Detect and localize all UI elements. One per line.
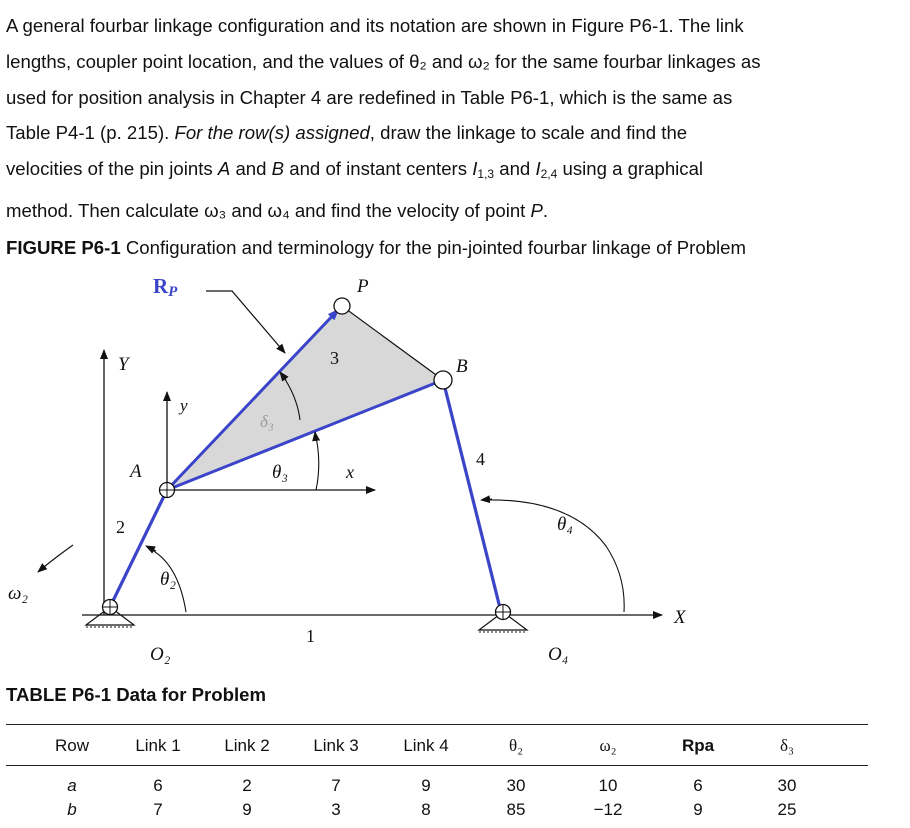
pin-joint-a xyxy=(160,483,175,498)
table-header: δ₃ xyxy=(780,736,794,755)
problem-statement xyxy=(6,8,904,229)
theta4-arc xyxy=(484,500,624,612)
table-cell: 7 xyxy=(331,776,341,795)
b-label: B xyxy=(456,356,468,377)
table-cell: 30 xyxy=(506,776,526,795)
x-axis-label: X xyxy=(674,607,686,628)
figure-caption-label: FIGURE P6-1 xyxy=(6,237,121,258)
theta2-arc-arrowhead xyxy=(146,546,156,551)
theta3-label: θ₃ xyxy=(272,462,288,483)
table-cell: −12 xyxy=(593,800,623,819)
table-header: ω₂ xyxy=(599,736,617,755)
figure-caption-text: Configuration and terminology for the pin-jointed fourbar linkage of Problem xyxy=(125,237,747,258)
problem-line-6: method. Then calculate ω₃ and ω₄ and find the velocity of point P. xyxy=(6,199,549,221)
omega2-label: ω₂ xyxy=(8,583,29,604)
o4-label: O₄ xyxy=(548,644,569,665)
pin-joint-b xyxy=(434,371,452,389)
table-cell: 2 xyxy=(242,776,252,795)
theta2-label: θ₂ xyxy=(160,569,176,590)
problem-line-2: lengths, coupler point location, and the values of θ₂ and ω₂ for the same fourbar linkages as xyxy=(6,50,761,72)
table-header: θ₂ xyxy=(508,736,524,755)
problem-line-5: velocities of the pin joints A and B and of instant centers $I_{1,3}$ and $I_{2,4}$ using a graphical xyxy=(6,158,704,182)
delta3-label: δ₃ xyxy=(260,412,274,431)
problem-line-4: Table P4-1 (p. 215). For the row(s) assigned, draw the linkage to scale and find the xyxy=(6,122,688,144)
rocker-link xyxy=(443,380,500,608)
ground-pivot-o2 xyxy=(86,600,134,628)
table-cell: 10 xyxy=(598,776,618,795)
table-cell: 6 xyxy=(693,776,703,795)
table-caption: TABLE P6-1 Data for Problem xyxy=(6,684,267,705)
link3-label: 3 xyxy=(330,348,339,368)
link4-label: 4 xyxy=(476,449,485,469)
table-cell: 9 xyxy=(421,776,431,795)
o2-label: O₂ xyxy=(150,644,171,665)
problem-line-3: used for position analysis in Chapter 4 are redefined in Table P6-1, which is the same as xyxy=(6,86,733,108)
table-cell: 6 xyxy=(153,776,163,795)
theta3-arc xyxy=(315,432,319,490)
local-x-label: x xyxy=(346,462,354,482)
table-cell: b xyxy=(67,800,77,819)
theta3-arc-arrowhead xyxy=(315,432,316,440)
table-header: Link 4 xyxy=(403,736,449,755)
coupler-point-p xyxy=(334,298,350,314)
theta4-label: θ₄ xyxy=(557,514,573,535)
table-cell: 3 xyxy=(331,800,341,819)
table-header: Link 2 xyxy=(224,736,270,755)
table-cell: 7 xyxy=(153,800,163,819)
table-header-rule xyxy=(6,765,868,766)
table-cell: a xyxy=(67,776,77,795)
problem-line-1: A general fourbar linkage configuration and its notation are shown in Figure P6-1. The link xyxy=(6,15,744,36)
local-y-label: y xyxy=(180,396,188,415)
table-top-rule xyxy=(6,724,868,725)
p-label: P xyxy=(357,276,369,297)
y-axis-label: Y xyxy=(118,354,129,375)
table-cell: 9 xyxy=(693,800,703,819)
table-cell: 9 xyxy=(242,800,252,819)
table-cell: 30 xyxy=(777,776,797,795)
fourbar-linkage-diagram xyxy=(0,262,910,682)
link2-label: 2 xyxy=(116,517,125,537)
table-header: Link 3 xyxy=(313,736,359,755)
table-header: Row xyxy=(54,736,89,755)
table-cell: 25 xyxy=(777,800,797,819)
omega2-arc xyxy=(38,545,73,572)
table-cell: 8 xyxy=(421,800,431,819)
a-label: A xyxy=(130,461,142,482)
rp-label: RP xyxy=(153,274,178,300)
crank-link xyxy=(110,490,167,607)
link1-label: 1 xyxy=(306,626,315,646)
table-header: Link 1 xyxy=(135,736,181,755)
rp-pointer-arrow xyxy=(206,291,285,353)
table-cell: 85 xyxy=(506,800,526,819)
table-header: Rpa xyxy=(681,736,715,755)
ground-pivot-o4 xyxy=(479,605,527,633)
figure-caption xyxy=(6,237,746,259)
